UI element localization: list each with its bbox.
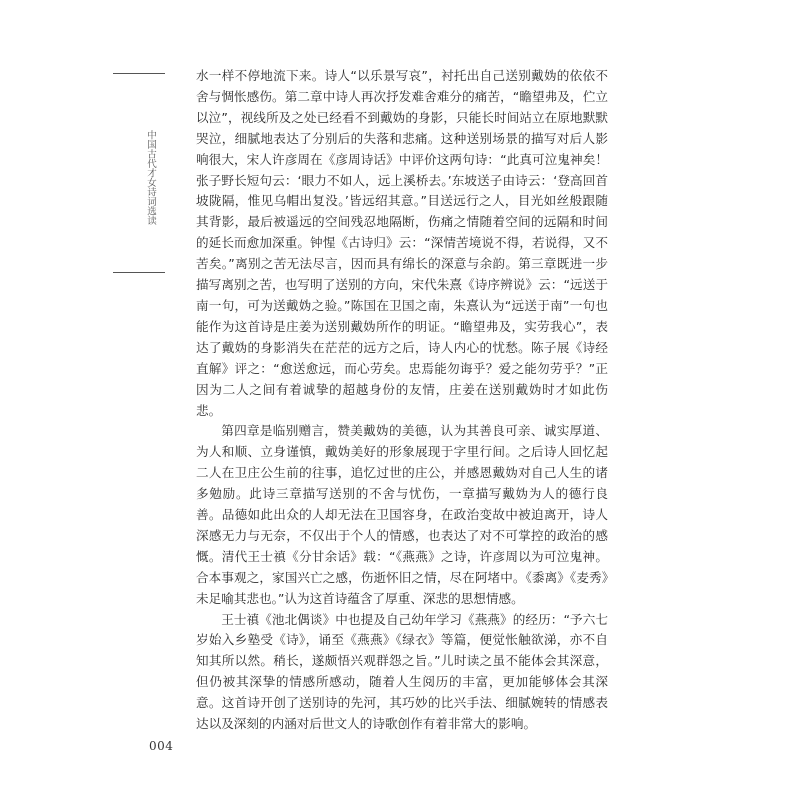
paragraph-wang-shizhen: 王士禛《池北偶谈》中也提及自己幼年学习《燕燕》的经历：“予六七岁始入乡塾受《诗》，诵至《燕燕》《绿衣》等篇，便觉怅触欲涕，亦不自知其所以然。稍长，遂颇悟兴观群怨之旨。”儿时读之虽不能体会其深意，但仍被其深挚的情感所感动，随着人生阅历的丰富，更加能够体会其深意。这首诗开创了送别诗的先河，其巧妙的比兴手法、细腻婉转的情感表达以及深刻的内涵对后世文人的诗歌创作有着非常大的影响。	[196, 611, 608, 732]
page-number: 004	[149, 739, 174, 753]
header-rule-bottom	[113, 272, 165, 273]
running-head-book-title: 中国古代才女诗词选读	[145, 130, 156, 225]
paragraph-continued: 水一样不停地流下来。诗人“以乐景写哀”，衬托出自己送别戴妫的依依不舍与惆怅感伤。第二章中诗人再次抒发难舍难分的痛苦，“瞻望弗及，伫立以泣”，视线所及之处已经看不到戴妫的身影，只能长时间站立在原地默默哭泣，细腻地表达了分别后的失落和悲痛。这种送别场景的描写对后人影响很大，宋人许彦周在《彦周诗话》中评价这两句诗：“此真可泣鬼神矣！张子野长短句云：‘眼力不如人，远上溪桥去。’东坡送子由诗云：‘登高回首坡陇隔，惟见乌帽出复没。’皆远绍其意。”目送远行之人，目光如丝般跟随其背影，最后被遥远的空间残忍地隔断，伤痛之情随着空间的远隔和时间的延长而愈加深重。钟惺《古诗归》云：“深情苦境说不得，若说得，又不苦矣。”离别之苦无法尽言，因而具有绵长的深意与余韵。第三章既进一步描写离别之苦，也写明了送别的方向，宋代朱熹《诗序辨说》云：“远送于南一句，可为送戴妫之验。”陈国在卫国之南，朱熹认为“远送于南”一句也能作为这首诗是庄姜为送别戴妫所作的明证。“瞻望弗及，实劳我心”，表达了戴妫的身影消失在茫茫的远方之后，诗人内心的忧愁。陈子展《诗经直解》评之：“愈送愈远，而心劳矣。忠焉能勿诲乎？爱之能勿劳乎？”正因为二人之间有着诚挚的超越身份的友情，庄姜在送别戴妫时才如此伤悲。	[196, 68, 608, 418]
paragraph-fourth-chapter: 第四章是临别赠言，赞美戴妫的美德，认为其善良可亲、诚实厚道、为人和顺、立身谨慎，戴妫美好的形象展现于字里行间。之后诗人回忆起二人在卫庄公生前的往事，追忆过世的庄公，并感恩戴妫对自己人生的诸多勉励。此诗三章描写送别的不舍与忧伤，一章描写戴妫为人的德行良善。品德如此出众的人却无法在卫国容身，在政治变故中被迫离开，诗人深感无力与无奈，不仅出于个人的情感，也表达了对不可掌控的政治的感慨。清代王士禛《分甘余话》载：“《燕燕》之诗，许彦周以为可泣鬼神。合本事观之，家国兴亡之感，伤逝怀旧之情，尽在阿堵中。《黍离》《麦秀》未足喻其悲也。”认为这首诗蕴含了厚重、深悲的思想情感。	[196, 423, 608, 606]
header-rule-top	[113, 73, 165, 74]
body-text	[196, 66, 608, 735]
